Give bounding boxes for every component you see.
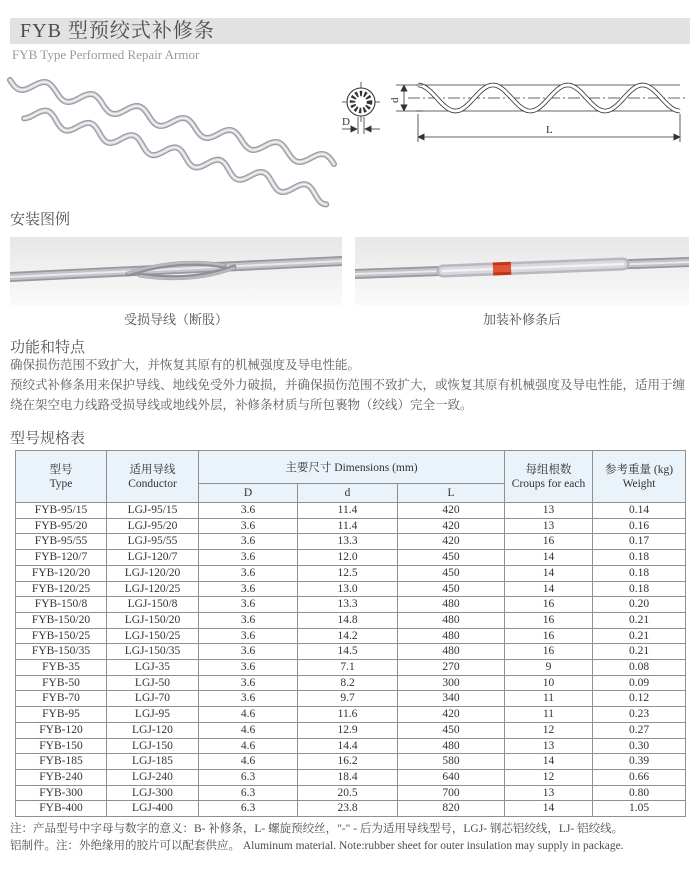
table-cell: 0.39 — [593, 754, 686, 770]
table-cell: FYB-185 — [16, 754, 107, 770]
table-cell: 0.09 — [593, 675, 686, 691]
table-cell: 3.6 — [199, 518, 298, 534]
table-cell: 3.6 — [199, 660, 298, 676]
table-row — [16, 628, 686, 644]
table-cell: 12 — [505, 722, 593, 738]
repaired-conductor-photo — [355, 237, 689, 305]
table-cell: FYB-120/7 — [16, 550, 107, 566]
table-cell: 0.80 — [593, 785, 686, 801]
col-header-D: D — [199, 484, 298, 503]
table-cell: 16 — [505, 612, 593, 628]
table-cell: 23.8 — [298, 801, 398, 817]
table-cell: LGJ-150 — [107, 738, 199, 754]
table-cell: 0.21 — [593, 628, 686, 644]
table-cell: 11 — [505, 691, 593, 707]
caption-repaired-conductor: 加装补修条后 — [482, 312, 561, 327]
armor-rod-bottom — [24, 111, 326, 205]
table-cell: FYB-70 — [16, 691, 107, 707]
table-cell: LGJ-120 — [107, 722, 199, 738]
table-cell: 3.6 — [199, 534, 298, 550]
table-cell: 0.18 — [593, 565, 686, 581]
table-cell: 450 — [398, 565, 505, 581]
table-row — [16, 769, 686, 785]
features-line1: 确保损伤范围不致扩大，并恢复其原有的机械强度及导电性能。 — [10, 358, 361, 372]
side-view-drawing — [389, 85, 686, 142]
table-cell: 0.27 — [593, 722, 686, 738]
table-cell: FYB-300 — [16, 785, 107, 801]
table-cell: 14 — [505, 581, 593, 597]
table-cell: LGJ-150/8 — [107, 597, 199, 613]
table-cell: 14.4 — [298, 738, 398, 754]
col-header-type: 型号 Type — [16, 451, 107, 503]
table-cell: 13 — [505, 738, 593, 754]
table-cell: FYB-150/25 — [16, 628, 107, 644]
dim-L-label: L — [546, 124, 553, 136]
table-cell: 16 — [505, 534, 593, 550]
table-cell: 4.6 — [199, 738, 298, 754]
cross-section-drawing — [342, 82, 380, 134]
table-cell: 16.2 — [298, 754, 398, 770]
table-cell: 420 — [398, 518, 505, 534]
table-cell: FYB-95 — [16, 707, 107, 723]
table-cell: LGJ-50 — [107, 675, 199, 691]
table-cell: FYB-150/8 — [16, 597, 107, 613]
table-cell: 13.0 — [298, 581, 398, 597]
table-cell: 480 — [398, 628, 505, 644]
table-cell: 3.6 — [199, 581, 298, 597]
table-cell: 18.4 — [298, 769, 398, 785]
table-cell: 9.7 — [298, 691, 398, 707]
features-line2: 预绞式补修条用来保护导线、地线免受外力破损，并确保损伤范围不致扩大，或恢复其原有机械强度及导电性能，适用于缠绕在架空电力线路受损导线或地线外层，补修条材质与所包裹物（绞线）完全一致。 — [10, 378, 686, 412]
table-cell: 450 — [398, 581, 505, 597]
table-row — [16, 738, 686, 754]
table-cell: FYB-240 — [16, 769, 107, 785]
table-cell: LGJ-95/55 — [107, 534, 199, 550]
table-cell: FYB-120/20 — [16, 565, 107, 581]
table-cell: LGJ-150/35 — [107, 644, 199, 660]
table-row — [16, 722, 686, 738]
damaged-conductor-photo — [10, 237, 342, 305]
table-cell: 450 — [398, 722, 505, 738]
page-title-bar — [10, 18, 690, 44]
table-cell: 0.12 — [593, 691, 686, 707]
spec-table-body — [16, 503, 686, 817]
table-cell: LGJ-95/20 — [107, 518, 199, 534]
table-cell: 3.6 — [199, 597, 298, 613]
table-row — [16, 675, 686, 691]
table-cell: 640 — [398, 769, 505, 785]
table-row — [16, 565, 686, 581]
table-cell: 480 — [398, 738, 505, 754]
table-cell: 270 — [398, 660, 505, 676]
table-cell: 3.6 — [199, 628, 298, 644]
table-cell: 14 — [505, 550, 593, 566]
table-row — [16, 550, 686, 566]
features-heading: 功能和特点 — [10, 340, 86, 356]
table-cell: 12 — [505, 769, 593, 785]
table-cell: 6.3 — [199, 785, 298, 801]
table-cell: 3.6 — [199, 565, 298, 581]
repair-armor-section — [443, 264, 623, 271]
table-cell: 3.6 — [199, 612, 298, 628]
col-header-L: L — [398, 484, 505, 503]
table-cell: 16 — [505, 597, 593, 613]
table-row — [16, 801, 686, 817]
table-cell: 20.5 — [298, 785, 398, 801]
table-cell: 0.30 — [593, 738, 686, 754]
table-row — [16, 597, 686, 613]
table-row — [16, 581, 686, 597]
table-cell: 420 — [398, 503, 505, 519]
table-row — [16, 644, 686, 660]
table-cell: LGJ-150/20 — [107, 612, 199, 628]
table-cell: FYB-50 — [16, 675, 107, 691]
table-cell: LGJ-70 — [107, 691, 199, 707]
table-row — [16, 518, 686, 534]
table-cell: FYB-150/35 — [16, 644, 107, 660]
table-row — [16, 612, 686, 628]
table-cell: 12.0 — [298, 550, 398, 566]
table-cell: FYB-150 — [16, 738, 107, 754]
table-cell: 300 — [398, 675, 505, 691]
table-cell: FYB-120 — [16, 722, 107, 738]
page-subtitle: FYB Type Performed Repair Armor — [12, 47, 200, 62]
table-cell: 14 — [505, 754, 593, 770]
table-row — [16, 660, 686, 676]
spec-table-container — [15, 450, 686, 817]
table-cell: LGJ-35 — [107, 660, 199, 676]
col-header-weight: 参考重量 (kg) Weight — [593, 451, 686, 503]
table-cell: 0.66 — [593, 769, 686, 785]
table-cell: 3.6 — [199, 644, 298, 660]
table-row — [16, 503, 686, 519]
table-cell: 700 — [398, 785, 505, 801]
table-cell: 7.1 — [298, 660, 398, 676]
table-cell: 580 — [398, 754, 505, 770]
table-cell: 14 — [505, 565, 593, 581]
table-cell: 13 — [505, 503, 593, 519]
table-cell: 14 — [505, 801, 593, 817]
table-cell: 16 — [505, 628, 593, 644]
caption-damaged-conductor: 受损导线（断股） — [123, 312, 228, 327]
table-cell: 0.23 — [593, 707, 686, 723]
table-cell: FYB-95/15 — [16, 503, 107, 519]
table-cell: 4.6 — [199, 754, 298, 770]
table-cell: LGJ-185 — [107, 754, 199, 770]
table-cell: 11.4 — [298, 503, 398, 519]
table-cell: 3.6 — [199, 691, 298, 707]
table-cell: 0.08 — [593, 660, 686, 676]
table-cell: FYB-95/20 — [16, 518, 107, 534]
red-marker-band — [493, 268, 511, 269]
table-row — [16, 754, 686, 770]
table-cell: 0.17 — [593, 534, 686, 550]
table-cell: 0.18 — [593, 550, 686, 566]
table-cell: 340 — [398, 691, 505, 707]
table-cell: 8.2 — [298, 675, 398, 691]
table-cell: 420 — [398, 707, 505, 723]
table-cell: 450 — [398, 550, 505, 566]
table-cell: LGJ-120/20 — [107, 565, 199, 581]
table-cell: 480 — [398, 612, 505, 628]
table-cell: 480 — [398, 644, 505, 660]
footnote-line1: 注：产品型号中字母与数字的意义：B- 补修条，L- 螺旋预绞丝，"-" - 后为适用导线型号，LGJ- 钢芯铝绞线，LJ- 铝绞线。 — [10, 823, 624, 835]
footnote-line2: 铝制件。注：外绝缘用的胶片可以配套供应。 Aluminum material. Note:rubber sheet for outer insulation may supply in package. — [10, 840, 624, 852]
table-cell: 16 — [505, 644, 593, 660]
table-cell: 11.4 — [298, 518, 398, 534]
table-cell: LGJ-240 — [107, 769, 199, 785]
table-cell: 13 — [505, 518, 593, 534]
table-row — [16, 785, 686, 801]
table-cell: 480 — [398, 597, 505, 613]
product-photo-armor-rods — [4, 66, 340, 208]
footnotes — [10, 821, 698, 855]
table-cell: LGJ-95 — [107, 707, 199, 723]
table-cell: FYB-95/55 — [16, 534, 107, 550]
table-cell: 13 — [505, 785, 593, 801]
page-title: FYB 型预绞式补修条 — [20, 20, 215, 42]
table-cell: 12.9 — [298, 722, 398, 738]
table-cell: 10 — [505, 675, 593, 691]
table-cell: 0.21 — [593, 612, 686, 628]
table-cell: 9 — [505, 660, 593, 676]
table-cell: 4.6 — [199, 707, 298, 723]
table-cell: LGJ-120/7 — [107, 550, 199, 566]
table-cell: 11 — [505, 707, 593, 723]
table-cell: 13.3 — [298, 534, 398, 550]
table-cell: FYB-120/25 — [16, 581, 107, 597]
table-row — [16, 707, 686, 723]
dim-D-label: D — [342, 116, 350, 128]
col-header-d: d — [298, 484, 398, 503]
table-cell: FYB-35 — [16, 660, 107, 676]
col-header-conductor: 适用导线 Conductor — [107, 451, 199, 503]
table-cell: 4.6 — [199, 722, 298, 738]
dim-d-label: d — [389, 97, 401, 103]
table-cell: 420 — [398, 534, 505, 550]
table-cell: LGJ-95/15 — [107, 503, 199, 519]
col-header-dimensions: 主要尺寸 Dimensions (mm) — [199, 451, 505, 484]
technical-drawing — [328, 72, 696, 168]
table-cell: 13.3 — [298, 597, 398, 613]
table-cell: 12.5 — [298, 565, 398, 581]
table-row — [16, 534, 686, 550]
table-cell: 6.3 — [199, 801, 298, 817]
table-cell: LGJ-120/25 — [107, 581, 199, 597]
table-cell: 0.20 — [593, 597, 686, 613]
installation-heading: 安装图例 — [10, 212, 71, 228]
table-cell: 14.2 — [298, 628, 398, 644]
table-cell: 0.18 — [593, 581, 686, 597]
table-cell: LGJ-300 — [107, 785, 199, 801]
table-cell: 6.3 — [199, 769, 298, 785]
spec-table-heading: 型号规格表 — [10, 431, 86, 447]
table-cell: 0.21 — [593, 644, 686, 660]
table-cell: FYB-400 — [16, 801, 107, 817]
features-text — [10, 355, 694, 415]
spec-table — [15, 450, 686, 817]
table-cell: LGJ-150/25 — [107, 628, 199, 644]
spec-table-header — [16, 451, 686, 503]
col-header-groups: 每组根数 Croups for each — [505, 451, 593, 503]
table-cell: 820 — [398, 801, 505, 817]
table-cell: 3.6 — [199, 550, 298, 566]
table-cell: 14.8 — [298, 612, 398, 628]
table-cell: 11.6 — [298, 707, 398, 723]
table-cell: 14.5 — [298, 644, 398, 660]
table-cell: LGJ-400 — [107, 801, 199, 817]
table-cell: 3.6 — [199, 503, 298, 519]
table-cell: 3.6 — [199, 675, 298, 691]
table-cell: FYB-150/20 — [16, 612, 107, 628]
table-cell: 0.16 — [593, 518, 686, 534]
table-cell: 1.05 — [593, 801, 686, 817]
table-row — [16, 691, 686, 707]
table-cell: 0.14 — [593, 503, 686, 519]
